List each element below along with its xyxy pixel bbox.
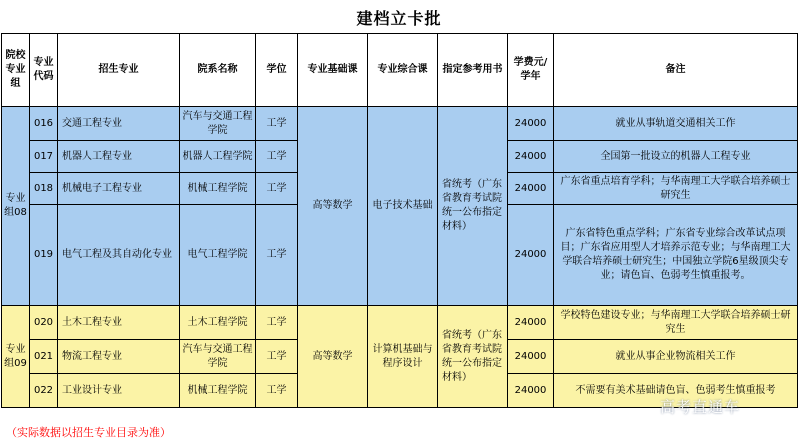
header-group: 院校专业组 xyxy=(2,34,30,107)
footnote: （实际数据以招生专业目录为准） xyxy=(6,426,171,439)
major-code: 017 xyxy=(30,141,58,173)
college-name: 机械工程学院 xyxy=(180,374,256,408)
college-name: 汽车与交通工程学院 xyxy=(180,107,256,141)
page-title: 建档立卡批 xyxy=(356,9,442,28)
major-name: 交通工程专业 xyxy=(58,107,180,141)
group-name: 专业组08 xyxy=(2,107,30,306)
remark: 就业从事企业物流相关工作 xyxy=(554,340,798,374)
college-name: 汽车与交通工程学院 xyxy=(180,340,256,374)
header-row xyxy=(2,34,798,107)
header-college: 院系名称 xyxy=(180,34,256,107)
header-remark: 备注 xyxy=(554,34,798,107)
college-name: 电气工程学院 xyxy=(180,205,256,306)
comprehensive-course: 电子技术基础 xyxy=(368,107,438,306)
comprehensive-course: 计算机基础与程序设计 xyxy=(368,306,438,408)
college-name: 土木工程学院 xyxy=(180,306,256,340)
remark: 就业从事轨道交通相关工作 xyxy=(554,107,798,141)
tuition-fee: 24000 xyxy=(508,306,554,340)
basic-course: 高等数学 xyxy=(298,107,368,306)
group-name: 专业组09 xyxy=(2,306,30,408)
major-name: 工业设计专业 xyxy=(58,374,180,408)
reference-books: 省统考（广东省教育考试院统一公布指定材料） xyxy=(438,107,508,306)
remark: 广东省重点培育学科；与华南理工大学联合培养硕士研究生 xyxy=(554,173,798,205)
major-name: 物流工程专业 xyxy=(58,340,180,374)
tuition-fee: 24000 xyxy=(508,340,554,374)
admission-table xyxy=(1,33,798,408)
table-row xyxy=(2,107,798,141)
header-comprehensive: 专业综合课 xyxy=(368,34,438,107)
tuition-fee: 24000 xyxy=(508,107,554,141)
tuition-fee: 24000 xyxy=(508,374,554,408)
major-code: 022 xyxy=(30,374,58,408)
major-name: 机械电子工程专业 xyxy=(58,173,180,205)
degree: 工学 xyxy=(256,340,298,374)
major-name: 机器人工程专业 xyxy=(58,141,180,173)
tuition-fee: 24000 xyxy=(508,173,554,205)
reference-books: 省统考（广东省教育考试院统一公布指定材料） xyxy=(438,306,508,408)
degree: 工学 xyxy=(256,173,298,205)
major-code: 016 xyxy=(30,107,58,141)
watermark: 高考直通车 xyxy=(660,398,741,416)
header-degree: 学位 xyxy=(256,34,298,107)
degree: 工学 xyxy=(256,107,298,141)
header-major: 招生专业 xyxy=(58,34,180,107)
remark: 学校特色建设专业；与华南理工大学联合培养硕士研究生 xyxy=(554,306,798,340)
college-name: 机械工程学院 xyxy=(180,173,256,205)
major-code: 020 xyxy=(30,306,58,340)
header-basic: 专业基础课 xyxy=(298,34,368,107)
remark: 不需要有美术基础请色盲、色弱考生慎重报考 xyxy=(554,374,798,408)
degree: 工学 xyxy=(256,205,298,306)
remark: 广东省特色重点学科；广东省专业综合改革试点项目；广东省应用型人才培养示范专业；与华南理工大学联合培养硕士研究生；中国独立学院6星级顶尖专业；请色盲、色弱考生慎重报考。 xyxy=(554,205,798,306)
major-code: 018 xyxy=(30,173,58,205)
tuition-fee: 24000 xyxy=(508,205,554,306)
header-books: 指定参考用书 xyxy=(438,34,508,107)
header-code: 专业代码 xyxy=(30,34,58,107)
major-name: 电气工程及其自动化专业 xyxy=(58,205,180,306)
remark: 全国第一批设立的机器人工程专业 xyxy=(554,141,798,173)
major-name: 土木工程专业 xyxy=(58,306,180,340)
college-name: 机器人工程学院 xyxy=(180,141,256,173)
degree: 工学 xyxy=(256,306,298,340)
table-row xyxy=(2,306,798,340)
degree: 工学 xyxy=(256,141,298,173)
header-fee: 学费元/学年 xyxy=(508,34,554,107)
basic-course: 高等数学 xyxy=(298,306,368,408)
tuition-fee: 24000 xyxy=(508,141,554,173)
major-code: 019 xyxy=(30,205,58,306)
major-code: 021 xyxy=(30,340,58,374)
degree: 工学 xyxy=(256,374,298,408)
